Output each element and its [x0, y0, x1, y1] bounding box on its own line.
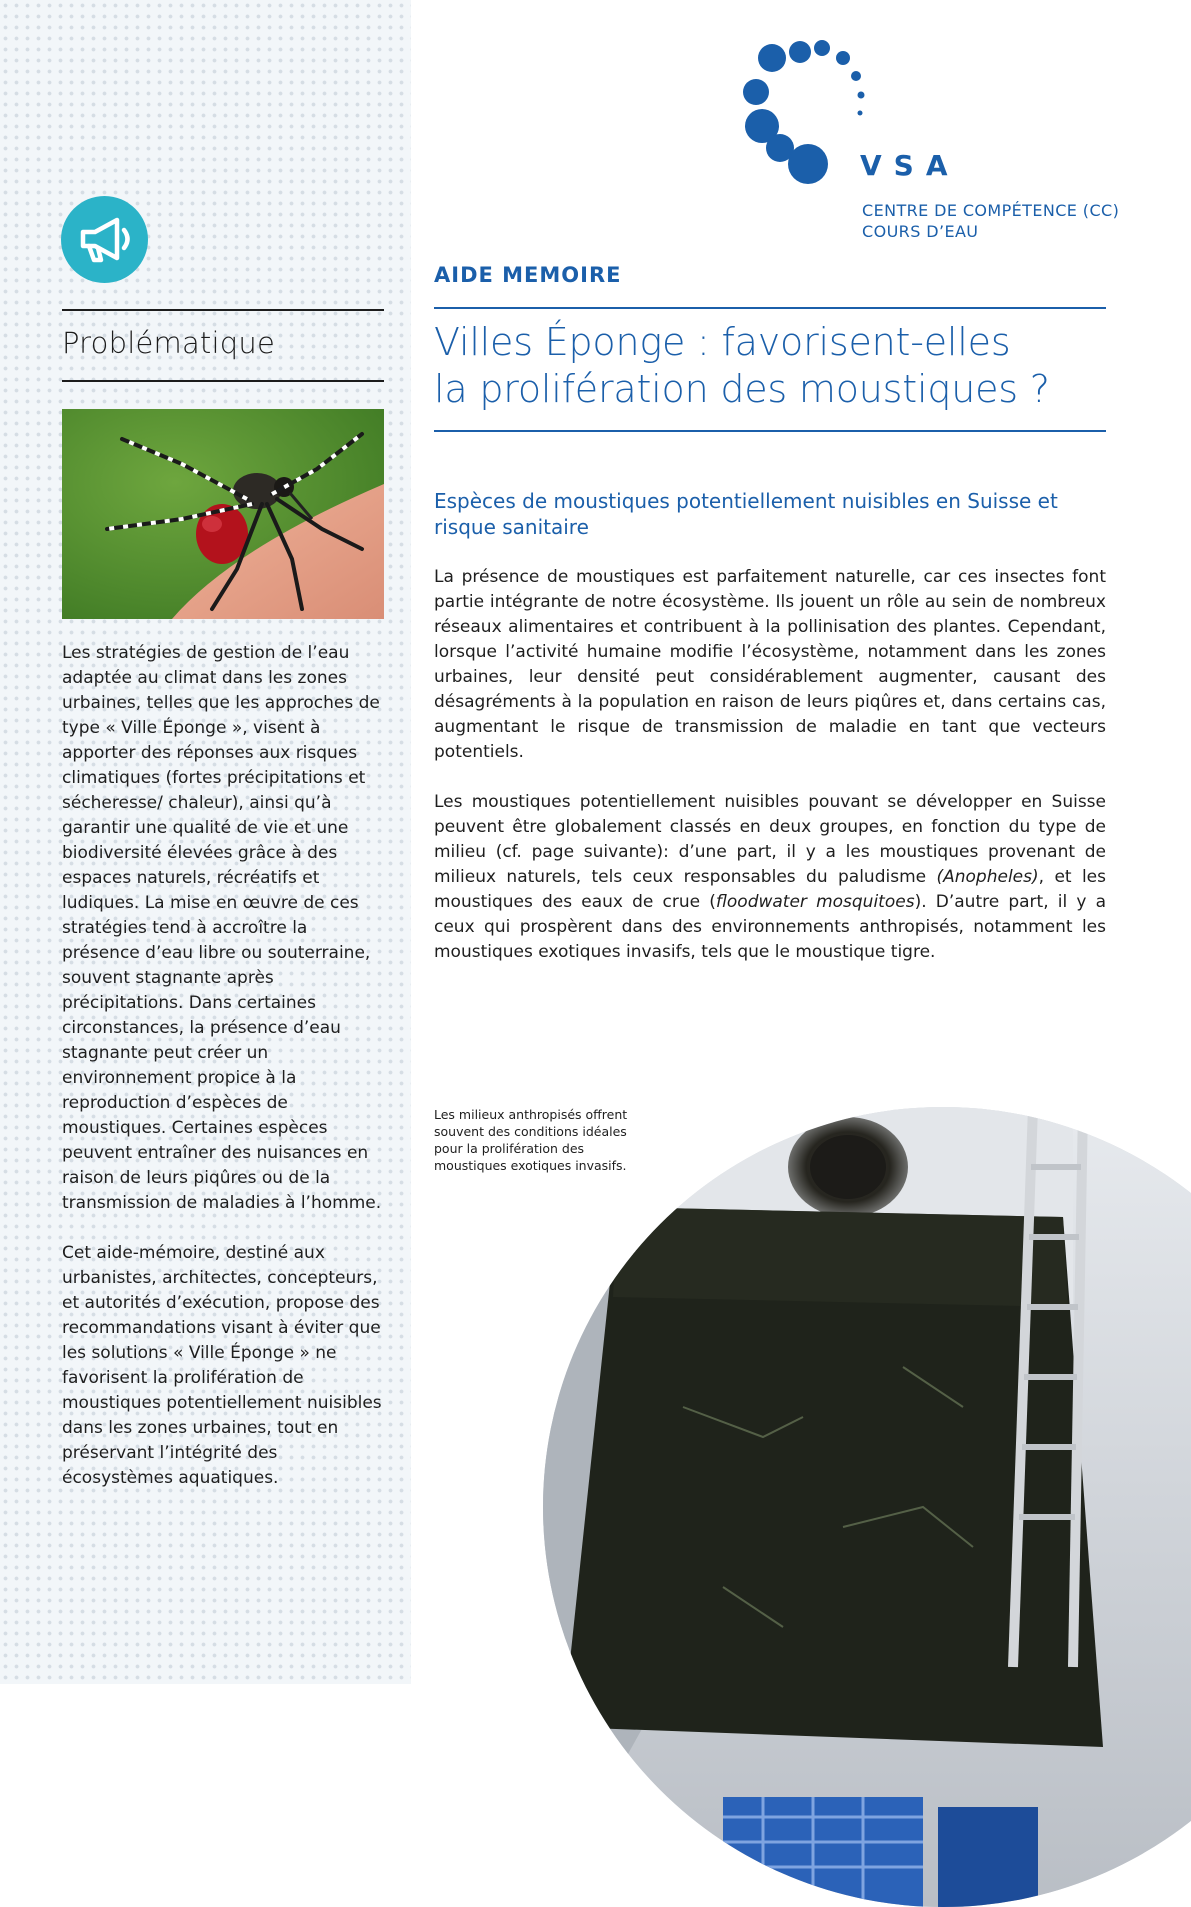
body-text-span: , et les moustiques des eaux de crue (: [434, 867, 1106, 912]
sidebar-paragraph: Cet aide-mémoire, destiné aux urbanistes, architectes, concepteurs, et autorités d’exécution, propose des recommandations visant à éviter que les solutions « Ville Éponge » ne favorisent la prolifération de moustiques potentiellement nuisibles dans les zones urbaines, tout en préservant l’intégrité des écosystèmes aquatiques.: [62, 1243, 382, 1488]
sidebar-body: [62, 641, 384, 1516]
title-rule-bottom: [434, 430, 1106, 432]
page-title-line2: la prolifération des moustiques ?: [434, 367, 1050, 411]
mosquito-photo: [62, 409, 384, 619]
species-name-floodwater: floodwater mosquitoes: [715, 892, 915, 912]
drain-shaft-photo: [543, 1107, 1191, 1907]
body-paragraph-1: La présence de moustiques est parfaitement naturelle, car ces insectes font partie intégrante de notre écosystème. Ils jouent un rôle au sein de nombreux réseaux alimentaires et contribuent à la pollinisation des plantes. Cependant, lorsque l’activité humaine modifie l’écosystème, notamment dans les zones urbaines, leur densité peut considérablement augmenter, causant des désagréments à la population en raison de leurs piqûres et, dans certains cas, augmentant le risque de transmission de maladie en tant que vecteurs potentiels.: [434, 567, 1106, 762]
document-type-label: AIDE MEMOIRE: [434, 263, 622, 287]
logo-subtitle-line1: CENTRE DE COMPÉTENCE (CC): [862, 201, 1120, 220]
photo-caption: Les milieux anthropisés offrent souvent des conditions idéales pour la prolifération des moustiques exotiques invasifs.: [434, 1107, 628, 1173]
section-heading: Espèces de moustiques potentiellement nuisibles en Suisse et risque sanitaire: [434, 489, 1058, 539]
section-rule-bottom: [62, 380, 384, 382]
section-rule-top: [62, 309, 384, 311]
vsa-logo: [740, 36, 980, 186]
logo-subtitle: [862, 200, 1119, 242]
main-body: [434, 565, 1106, 990]
sidebar-paragraph: Les stratégies de gestion de l’eau adaptée au climat dans les zones urbaines, telles que les approches de type « Ville Éponge », visent à apporter des réponses aux risques climatiques (fortes précipitations et sécheresse/ chaleur), ainsi qu’à garantir une qualité de vie et une biodiversité élevées grâce à des espaces naturels, récréatifs et ludiques. La mise en œuvre de ces stratégies tend à accroître la présence d’eau libre ou souterraine, souvent stagnante après précipitations. Dans certaines circonstances, la présence d’eau stagnante peut créer un environnement propice à la reproduction d’espèces de moustiques. Certaines espèces peuvent entraîner des nuisances en raison de leurs piqûres ou de la transmission de maladies à l’homme.: [62, 643, 382, 1213]
species-name-anopheles: (Anopheles): [936, 867, 1039, 887]
body-paragraph-2: [434, 790, 1106, 965]
body-text-span: ). D’autre part, il y a ceux qui prospèrent dans des environnements anthropisés, notamment les moustiques exotiques invasifs, tels que le moustique tigre.: [434, 892, 1106, 962]
megaphone-icon: [61, 196, 148, 283]
page-title: [434, 319, 1106, 413]
section-title: Problématique: [62, 326, 275, 360]
title-rule-top: [434, 307, 1106, 309]
page-title-line1: Villes Éponge : favorisent-elles: [434, 320, 1011, 364]
logo-subtitle-line2: COURS D’EAU: [862, 222, 979, 241]
body-text-span: Les moustiques potentiellement nuisibles pouvant se développer en Suisse peuvent être globalement classés en deux groupes, en fonction du type de milieu (cf. page suivante): d’une part, il y a les moustiques provenant de milieux naturels, tels ceux responsables du paludisme: [434, 792, 1106, 887]
logo-wordmark: VSA: [860, 149, 960, 182]
